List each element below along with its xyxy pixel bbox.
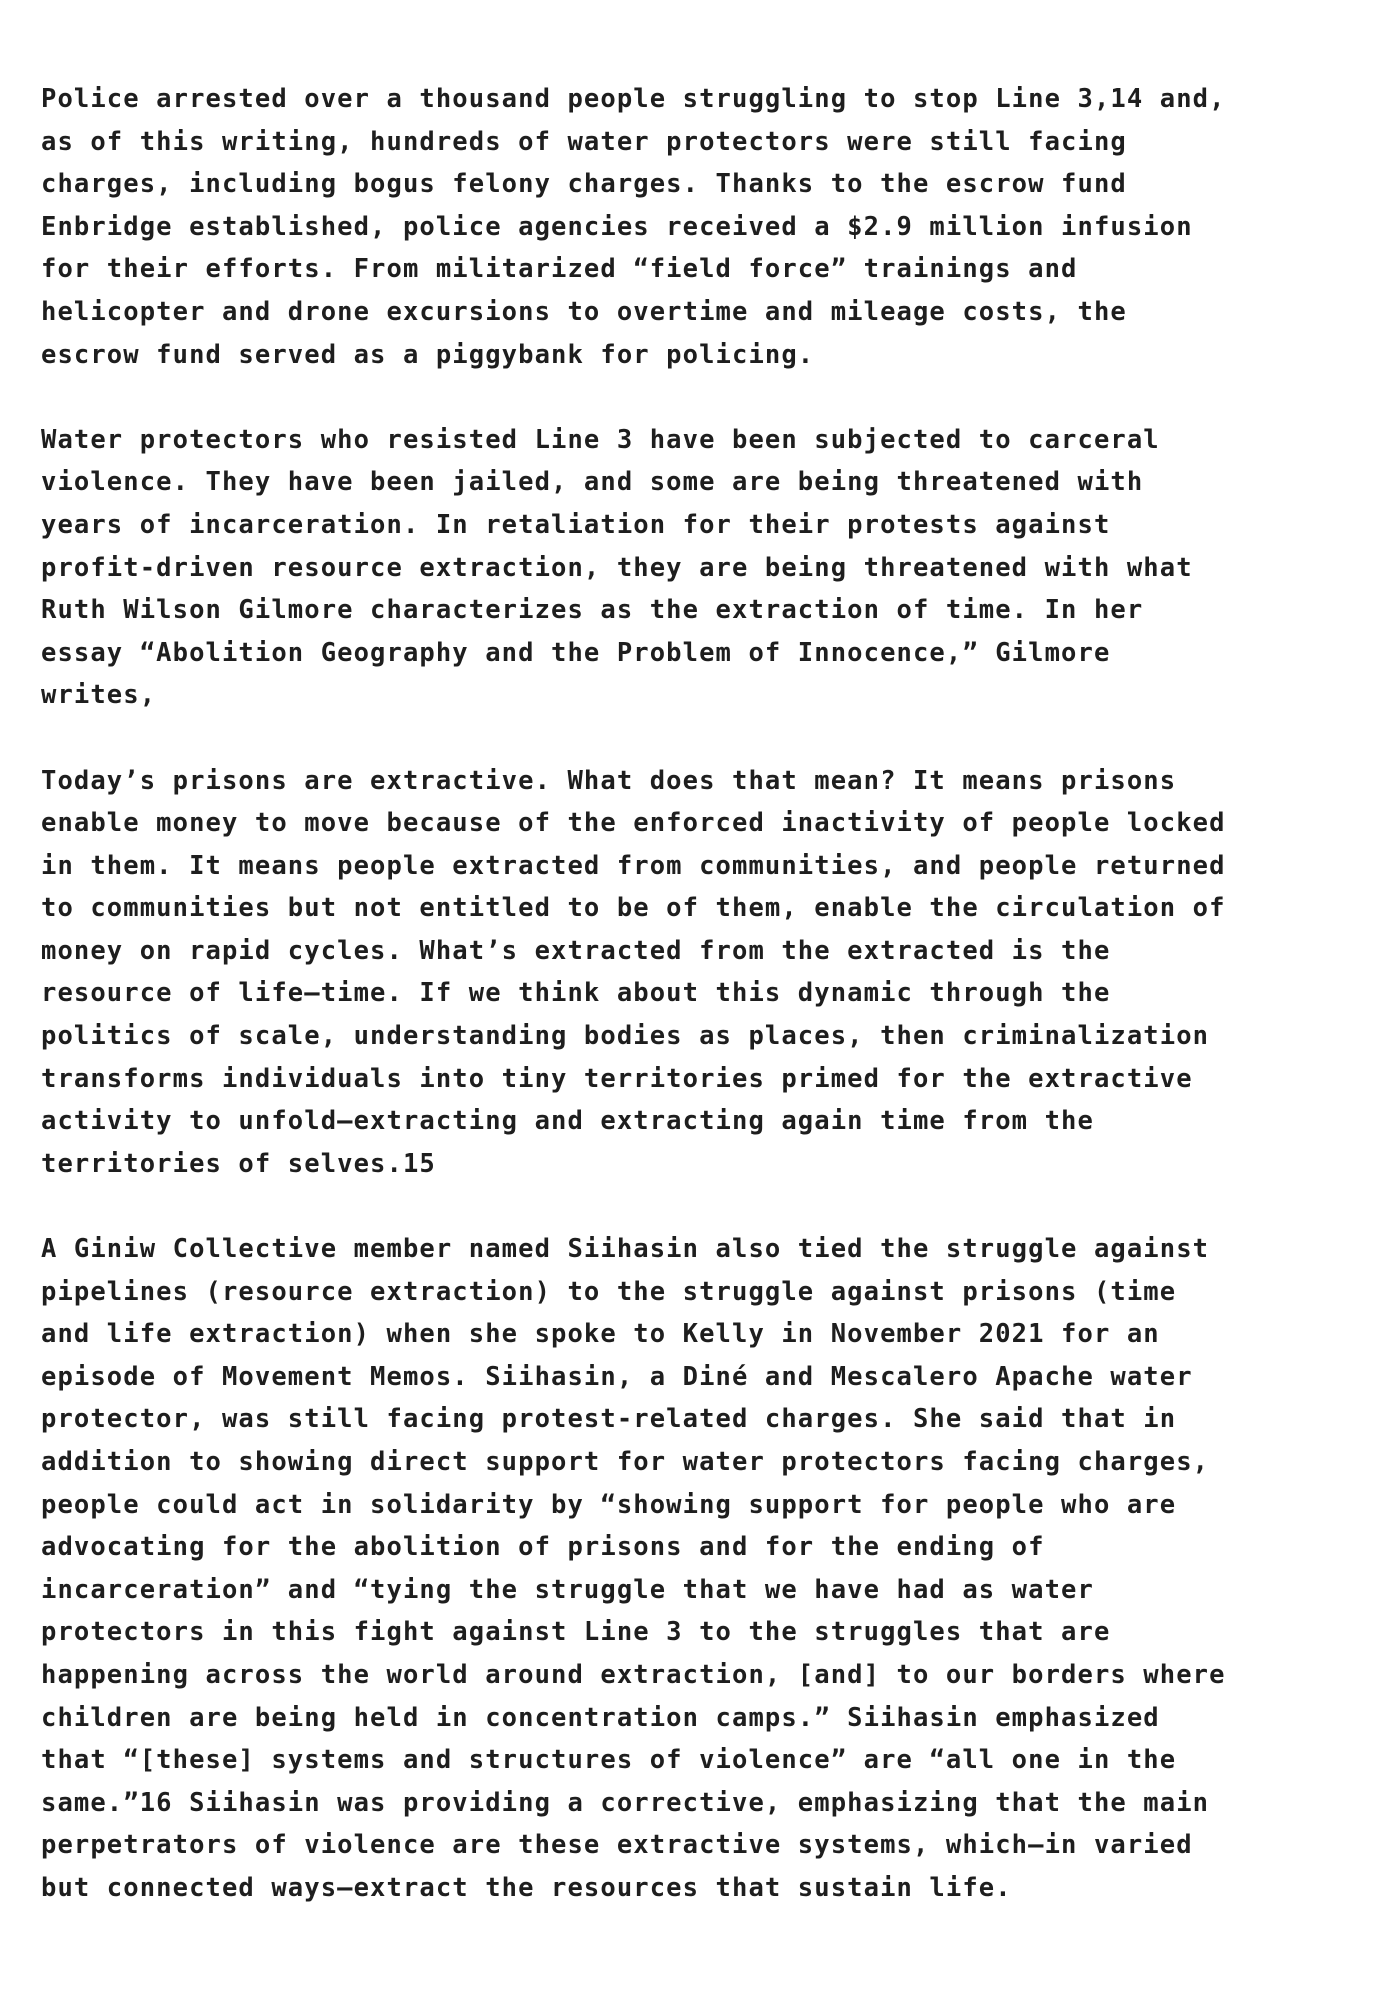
text-line: happening across the world around extraction, [and] to our borders where bbox=[41, 1659, 1226, 1690]
text-line: people could act in solidarity by “showing support for people who are bbox=[41, 1489, 1177, 1520]
text-line: transforms individuals into tiny territories primed for the extractive bbox=[41, 1063, 1193, 1094]
text-line: helicopter and drone excursions to overtime and mileage costs, the bbox=[41, 296, 1127, 327]
text-line: same.”16 Siihasin was providing a corrective, emphasizing that the main bbox=[41, 1787, 1210, 1818]
text-line: but connected ways—extract the resources that sustain life. bbox=[41, 1872, 1012, 1903]
text-line: money on rapid cycles. What’s extracted from the extracted is the bbox=[41, 935, 1111, 966]
text-line: A Giniw Collective member named Siihasin also tied the struggle against bbox=[41, 1234, 1210, 1265]
text-line: Today’s prisons are extractive. What does that mean? It means prisons bbox=[41, 765, 1177, 796]
text-line: as of this writing, hundreds of water protectors were still facing bbox=[41, 126, 1127, 157]
text-line: Ruth Wilson Gilmore characterizes as the extraction of time. In her bbox=[41, 595, 1144, 626]
text-line: essay “Abolition Geography and the Problem of Innocence,” Gilmore bbox=[41, 637, 1111, 668]
text-line: that “[these] systems and structures of violence” are “all one in the bbox=[41, 1745, 1177, 1776]
text-line: resource of life—time. If we think about this dynamic through the bbox=[41, 978, 1111, 1009]
text-line: addition to showing direct support for water protectors facing charges, bbox=[41, 1447, 1210, 1477]
text-line: politics of scale, understanding bodies as places, then criminalization bbox=[41, 1021, 1210, 1052]
text-line: Police arrested over a thousand people struggling to stop Line 3,14 and, bbox=[41, 84, 1226, 114]
document-body bbox=[41, 78, 1371, 1952]
text-line: years of incarceration. In retaliation for their protests against bbox=[41, 509, 1111, 540]
paragraph-police-arrests bbox=[41, 78, 1371, 376]
text-line: episode of Movement Memos. Siihasin, a Diné and Mescalero Apache water bbox=[41, 1361, 1193, 1392]
text-line: incarceration” and “tying the struggle that we have had as water bbox=[41, 1574, 1094, 1605]
text-line: advocating for the abolition of prisons and for the ending of bbox=[41, 1532, 1045, 1563]
text-line: territories of selves.15 bbox=[41, 1148, 436, 1179]
text-line: profit-driven resource extraction, they are being threatened with what bbox=[41, 552, 1193, 583]
text-line: to communities but not entitled to be of them, enable the circulation of bbox=[41, 893, 1226, 924]
text-line: Water protectors who resisted Line 3 have been subjected to carceral bbox=[41, 424, 1160, 455]
text-line: for their efforts. From militarized “field force” trainings and bbox=[41, 254, 1078, 285]
paragraph-carceral-violence bbox=[41, 419, 1371, 717]
paragraph-gilmore-quote bbox=[41, 760, 1371, 1186]
text-line: pipelines (resource extraction) to the struggle against prisons (time bbox=[41, 1276, 1177, 1307]
text-line: enable money to move because of the enforced inactivity of people locked bbox=[41, 808, 1226, 839]
text-line: children are being held in concentration camps.” Siihasin emphasized bbox=[41, 1702, 1160, 1733]
paragraph-siihasin bbox=[41, 1228, 1371, 1910]
text-line: and life extraction) when she spoke to Kelly in November 2021 for an bbox=[41, 1319, 1160, 1350]
text-line: violence. They have been jailed, and some are being threatened with bbox=[41, 467, 1144, 498]
text-line: protector, was still facing protest-related charges. She said that in bbox=[41, 1404, 1177, 1435]
text-line: activity to unfold—extracting and extracting again time from the bbox=[41, 1106, 1094, 1137]
text-line: charges, including bogus felony charges. Thanks to the escrow fund bbox=[41, 169, 1127, 200]
text-line: perpetrators of violence are these extractive systems, which—in varied bbox=[41, 1830, 1193, 1861]
text-line: Enbridge established, police agencies received a $2.9 million infusion bbox=[41, 211, 1193, 242]
text-line: escrow fund served as a piggybank for policing. bbox=[41, 339, 815, 370]
text-line: protectors in this fight against Line 3 to the struggles that are bbox=[41, 1617, 1111, 1648]
text-line: in them. It means people extracted from communities, and people returned bbox=[41, 850, 1226, 881]
text-line: writes, bbox=[41, 680, 157, 711]
